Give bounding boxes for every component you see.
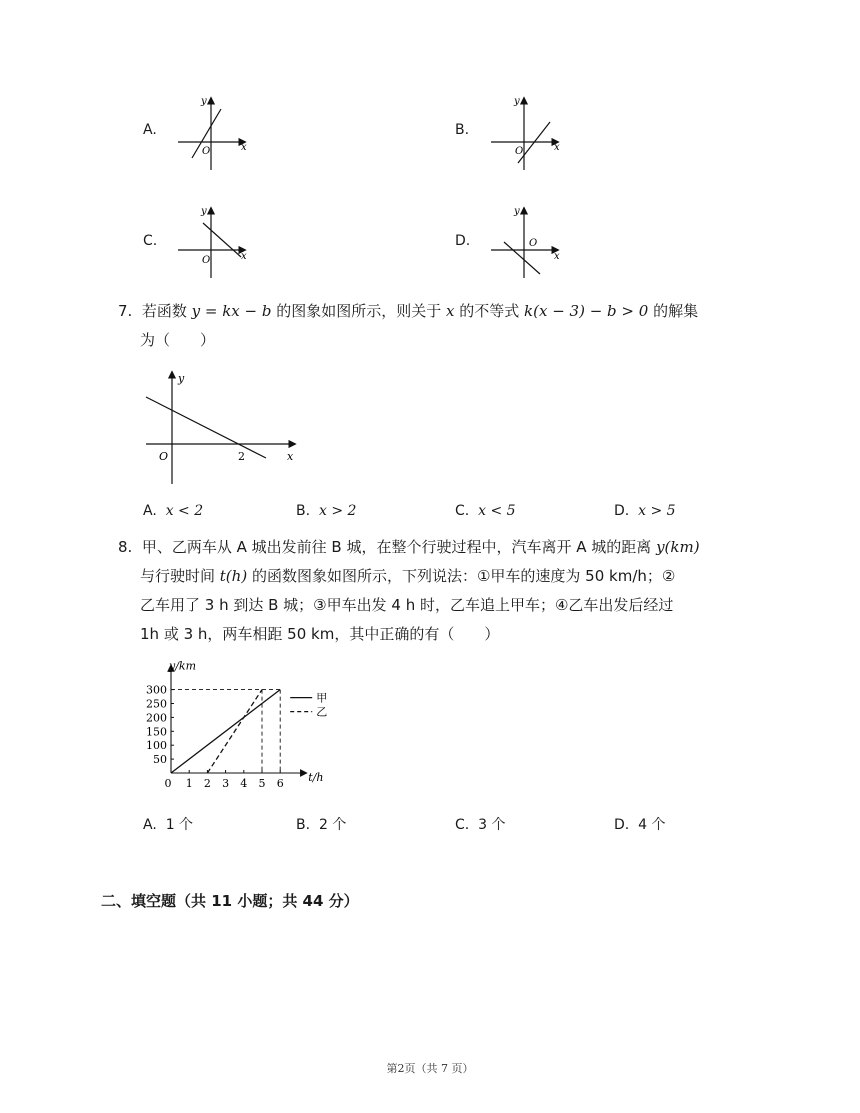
question-text: 的图象如图所示，则关于 (271, 302, 447, 320)
x-axis-label: x (241, 251, 247, 262)
y-axis-label: y (201, 96, 207, 107)
q8-option-d[interactable] (614, 814, 666, 834)
y-axis-label: y (201, 206, 207, 217)
function-expression: y = kx − b (191, 302, 272, 320)
variable: x (446, 302, 455, 320)
y-tick-label: 50 (153, 753, 167, 767)
x-tick-label: 2 (203, 777, 211, 790)
x-tick-label: 5 (258, 777, 266, 790)
y-tick-label: 150 (146, 725, 167, 739)
y-axis-label: y/km (169, 659, 197, 673)
y-tick-label: 200 (146, 711, 167, 725)
graph-option-a (175, 92, 255, 172)
x-axis-label: x (554, 251, 560, 262)
option-value: 2 个 (318, 817, 347, 833)
y-tick-label: 100 (146, 739, 167, 753)
option-letter: C. (455, 503, 470, 519)
option-value: x < 5 (478, 503, 516, 519)
y-axis-label: y (514, 206, 520, 217)
x-tick-label: 2 (238, 450, 245, 463)
page-footer: 第2页（共 7 页） (386, 1062, 474, 1075)
question-7-graph (140, 366, 310, 488)
inequality-expression: k(x − 3) − b > 0 (524, 302, 649, 320)
legend-label-jia: 甲 (316, 691, 328, 705)
question-text: 的解集 (648, 302, 699, 320)
variable: y(km) (656, 538, 700, 556)
y-axis-label: y (178, 372, 185, 385)
y-axis-label: y (514, 96, 520, 107)
origin-label: O (529, 238, 538, 249)
option-letter: B. (296, 817, 311, 833)
q8-option-c[interactable] (455, 814, 506, 834)
series-line-jia (171, 690, 280, 773)
question-text: 与行驶时间 (140, 567, 220, 585)
q7-option-b[interactable] (296, 503, 356, 519)
q8-option-a[interactable] (143, 814, 193, 834)
option-c-label: C. (143, 233, 158, 249)
variable: t(h) (219, 567, 248, 585)
x-tick-label: 3 (222, 777, 230, 790)
x-axis-label: x (554, 142, 560, 153)
question-text-line2: 为（ ） (140, 331, 216, 349)
section-title: 二、填空题（共 11 小题；共 44 分） (101, 892, 359, 910)
option-letter: D. (614, 503, 630, 519)
question-8 (118, 533, 778, 649)
function-line (146, 397, 266, 458)
question-text: 的不等式 (454, 302, 525, 320)
origin-label: O (159, 450, 169, 463)
x-tick-label: 1 (185, 777, 193, 790)
function-line (203, 223, 241, 257)
x-tick-label: 0 (164, 777, 172, 790)
question-text: 甲、乙两车从 A 城出发前往 B 城，在整个行驶过程中，汽车离开 A 城的距离 (141, 538, 657, 556)
graph-option-b (488, 92, 568, 172)
series-line-yi (207, 690, 262, 773)
option-value: x > 2 (318, 503, 357, 519)
option-letter: B. (296, 503, 311, 519)
q7-option-c[interactable] (455, 503, 516, 519)
origin-label: O (515, 146, 524, 157)
x-axis-label: x (287, 450, 294, 463)
y-tick-label: 250 (146, 697, 167, 711)
question-text: 1h 或 3 h，两车相距 50 km，其中正确的有（ ） (140, 625, 500, 643)
question-7 (118, 297, 768, 355)
option-d-label: D. (455, 233, 471, 249)
q8-option-b[interactable] (296, 814, 346, 834)
option-value: 1 个 (165, 817, 194, 833)
option-value: x > 5 (638, 503, 676, 519)
graph-option-d (488, 202, 568, 282)
option-letter: A. (143, 503, 157, 519)
option-value: x < 2 (165, 503, 204, 519)
option-value: 3 个 (478, 817, 506, 833)
question-text: 乙车用了 3 h 到达 B 城；③甲车出发 4 h 时，乙车追上甲车；④乙车出发后经过 (140, 596, 674, 614)
graph-option-c (175, 202, 255, 282)
x-axis-label: t/h (308, 771, 324, 784)
x-tick-label: 4 (240, 777, 248, 790)
option-letter: A. (143, 817, 157, 833)
question-number: 7. (118, 302, 133, 320)
legend-label-yi: 乙 (316, 705, 328, 719)
question-number: 8. (118, 538, 133, 556)
option-value: 4 个 (638, 817, 666, 833)
option-a-label: A. (143, 122, 157, 138)
origin-label: O (202, 146, 211, 157)
q7-option-a[interactable] (143, 503, 203, 519)
q7-option-d[interactable] (614, 503, 676, 519)
y-tick-label: 300 (146, 683, 167, 697)
option-letter: C. (455, 817, 470, 833)
option-b-label: B. (455, 122, 470, 138)
origin-label: O (202, 255, 211, 266)
question-8-chart (140, 656, 340, 791)
x-tick-label: 6 (276, 777, 284, 790)
x-axis-label: x (241, 142, 247, 153)
option-letter: D. (614, 817, 630, 833)
question-text: 若函数 (141, 302, 192, 320)
question-text: 的函数图象如图所示，下列说法：①甲车的速度为 50 km/h；② (247, 567, 676, 585)
